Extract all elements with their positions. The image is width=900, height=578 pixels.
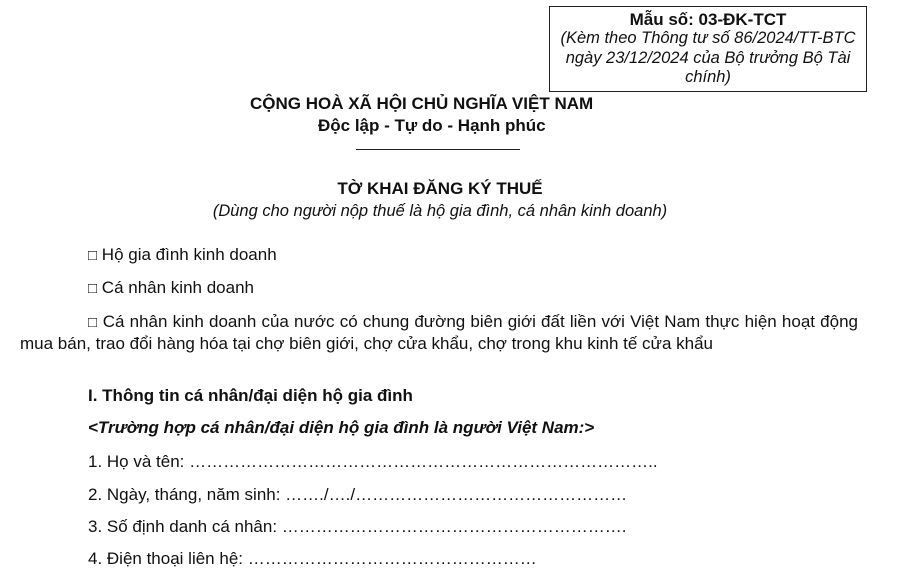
option-border-individual-business[interactable] — [20, 311, 858, 354]
checkbox-icon[interactable]: □ — [88, 247, 98, 264]
field-full-name[interactable]: 1. Họ và tên: ……………………………………………………………………….. — [88, 452, 658, 471]
field-personal-id[interactable]: 3. Số định danh cá nhân: ……………………………………………………. — [88, 517, 627, 536]
country-name: CỘNG HOÀ XÃ HỘI CHỦ NGHĨA VIỆT NAM — [250, 94, 594, 113]
option-household-business[interactable] — [88, 245, 277, 265]
option-label: Hộ gia đình kinh doanh — [101, 245, 277, 264]
form-code-box — [549, 6, 867, 92]
field-phone[interactable]: 4. Điện thoại liên hệ: …………………………………………… — [88, 549, 537, 568]
option-label: Cá nhân kinh doanh của nước có chung đường biên giới đất liền với Việt Nam thực hiện hoạt động mua bán, trao đổi hàng hóa tại chợ biên giới, chợ cửa khẩu, chợ trong khu kinh tế cửa khẩu — [20, 312, 859, 353]
checkbox-icon[interactable]: □ — [88, 314, 98, 331]
national-motto: Độc lập - Tự do - Hạnh phúc — [318, 116, 546, 135]
document-title-block — [0, 178, 880, 222]
option-label: Cá nhân kinh doanh — [101, 278, 254, 297]
case-title: <Trường hợp cá nhân/đại diện hộ gia đình là người Việt Nam:> — [88, 418, 595, 437]
document-title: TỜ KHAI ĐĂNG KÝ THUẾ — [337, 179, 543, 198]
section-title: I. Thông tin cá nhân/đại diện hộ gia đình — [88, 386, 413, 405]
checkbox-icon[interactable]: □ — [88, 280, 98, 297]
field-date-of-birth[interactable]: 2. Ngày, tháng, năm sinh: ……./…./………………………………………… — [88, 485, 628, 504]
option-individual-business[interactable] — [88, 278, 254, 298]
document-subtitle: (Dùng cho người nộp thuế là hộ gia đình, cá nhân kinh doanh) — [212, 202, 668, 220]
form-code: Mẫu số: 03-ĐK-TCT — [629, 10, 787, 29]
header-divider — [356, 149, 520, 150]
form-code-note: (Kèm theo Thông tư số 86/2024/TT-BTC ngày 23/12/2024 của Bộ trưởng Bộ Tài chính) — [560, 29, 856, 86]
